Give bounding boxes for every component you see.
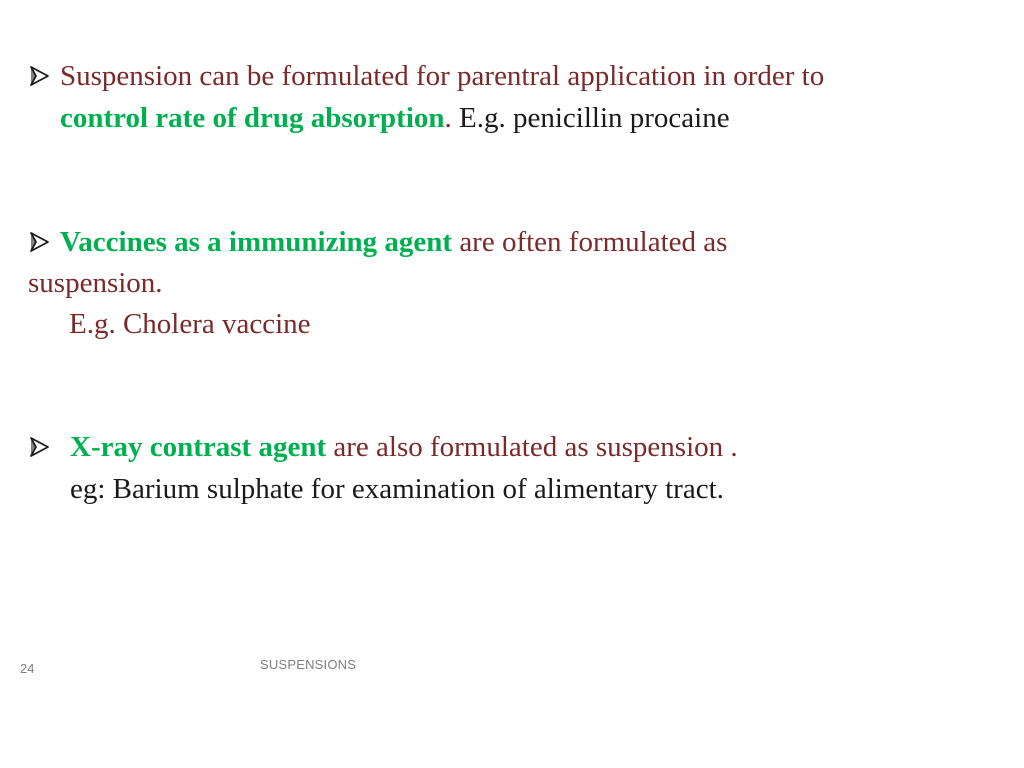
point-text: are often formulated as (452, 226, 728, 258)
point-text: are also formulated as suspension . (326, 431, 738, 463)
arrow-bullet-icon (28, 67, 60, 89)
footer-title: SUSPENSIONS (260, 657, 357, 672)
emphasis-text: X-ray contrast agent (70, 431, 327, 463)
bullet-line-2 (70, 469, 724, 510)
emphasis-text: control rate of drug absorption (60, 102, 445, 134)
bullet-line-1 (28, 222, 727, 263)
bullet-line-3 (69, 304, 311, 345)
example-text: E.g. Cholera vaccine (69, 308, 311, 340)
slide-number: 24 (20, 661, 35, 676)
bullet-line-1 (28, 427, 738, 468)
arrow-bullet-icon (28, 438, 70, 460)
bullet-line-1 (28, 56, 824, 97)
point-text: suspension. (28, 267, 163, 299)
bullet-line-2 (28, 263, 163, 304)
arrow-bullet-icon (28, 233, 60, 255)
point-text: Suspension can be formulated for parentral application in order to (60, 60, 825, 92)
example-text: eg: Barium sulphate for examination of alimentary tract. (70, 473, 724, 505)
bullet-line-2 (60, 98, 730, 139)
emphasis-text: Vaccines as a immunizing agent (60, 226, 453, 258)
example-text: E.g. penicillin procaine (459, 102, 730, 134)
point-text: . (444, 102, 460, 134)
